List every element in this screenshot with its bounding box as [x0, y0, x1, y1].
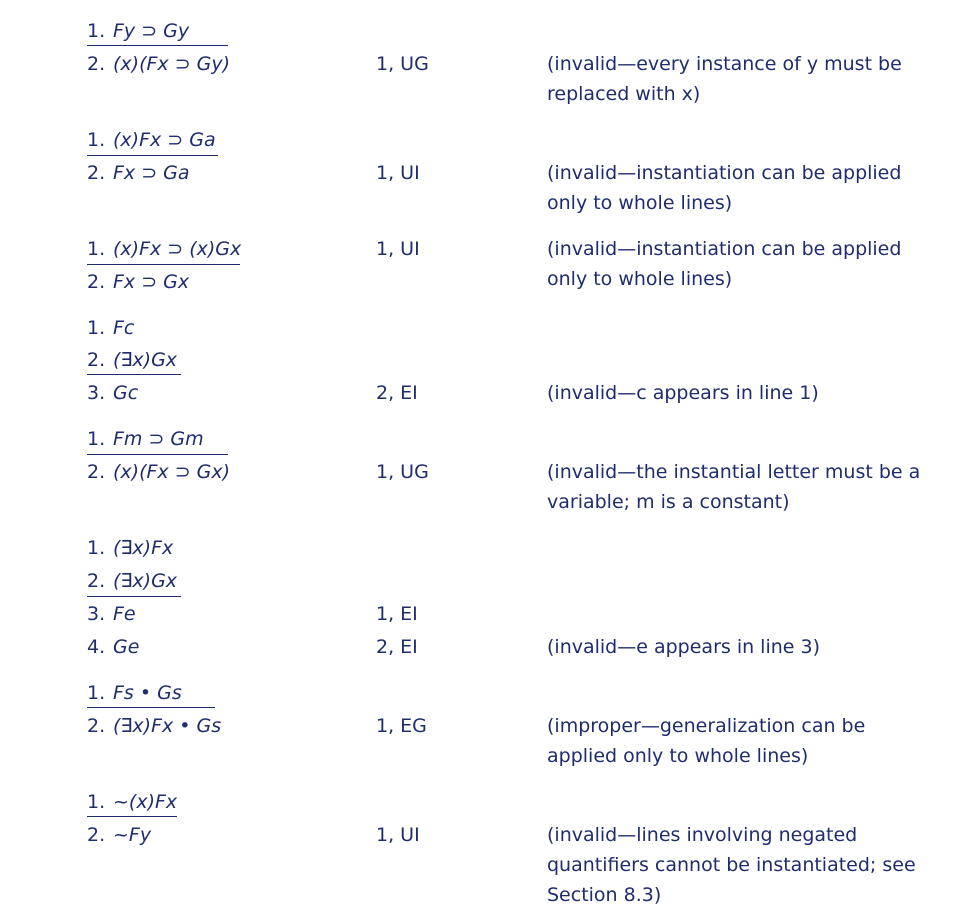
formula: Fy ⊃ Gy [113, 20, 190, 42]
comment-line: Section 8.3) [547, 884, 662, 906]
line-number: 2. [87, 824, 106, 846]
formula: (x)Fx ⊃ Ga [113, 129, 216, 151]
formula: (∃x)Gx [113, 570, 178, 592]
comment-line: (invalid—lines involving negated [547, 824, 858, 846]
justification: 1, EI [376, 603, 418, 625]
line-number: 1. [87, 129, 106, 151]
comment [547, 632, 957, 662]
comment-line: quantifiers cannot be instantiated; see [547, 854, 916, 876]
formula: Fs • Gs [113, 682, 182, 704]
justification: 2, EI [376, 636, 418, 658]
premise-rule [87, 155, 218, 156]
comment-line: (invalid—instantiation can be applied [547, 162, 902, 184]
line-number: 2. [87, 53, 106, 75]
justification: 2, EI [376, 382, 418, 404]
justification: 1, UG [376, 53, 429, 75]
comment-line: (invalid—instantiation can be applied [547, 238, 902, 260]
line-number: 1. [87, 317, 106, 339]
formula: Gc [113, 382, 139, 404]
formula: Fx ⊃ Ga [113, 162, 190, 184]
formula: Fc [113, 317, 135, 339]
comment-line: only to whole lines) [547, 268, 733, 290]
formula: (x)Fx ⊃ (x)Gx [113, 238, 242, 260]
proof-line [87, 345, 177, 375]
premise-rule [87, 454, 228, 455]
line-number: 1. [87, 537, 106, 559]
comment-line: variable; m is a constant) [547, 491, 790, 513]
comment-line: (invalid—the instantial letter must be a [547, 461, 921, 483]
formula: ~Fy [113, 824, 152, 846]
line-number: 2. [87, 162, 106, 184]
premise-rule [87, 816, 177, 817]
line-number: 1. [87, 238, 106, 260]
formula: (∃x)Fx • Gs [113, 715, 222, 737]
line-number: 2. [87, 461, 106, 483]
line-number: 1. [87, 791, 106, 813]
formula: (x)(Fx ⊃ Gx) [113, 461, 231, 483]
comment-line: (invalid—e appears in line 3) [547, 636, 821, 658]
proof-line [87, 49, 230, 79]
line-number: 2. [87, 715, 106, 737]
proof-line [87, 533, 173, 563]
proof-line [87, 566, 177, 596]
formula: (x)(Fx ⊃ Gy) [113, 53, 231, 75]
comment [547, 820, 957, 910]
proof-line [87, 424, 204, 454]
proof-line [87, 457, 230, 487]
comment-line: (invalid—c appears in line 1) [547, 382, 819, 404]
justification: 1, UI [376, 238, 420, 260]
line-number: 2. [87, 271, 106, 293]
line-number: 2. [87, 349, 106, 371]
comment [547, 234, 957, 294]
comment [547, 378, 957, 408]
formula: Ge [113, 636, 140, 658]
formula: ~(x)Fx [113, 791, 178, 813]
premise-rule [87, 264, 240, 265]
premise-rule [87, 596, 181, 597]
comment [547, 711, 957, 771]
proof-line [87, 267, 189, 297]
comment [547, 158, 957, 218]
comment-line: (improper—generalization can be [547, 715, 866, 737]
line-number: 1. [87, 682, 106, 704]
premise-rule [87, 45, 228, 46]
formula: (∃x)Gx [113, 349, 178, 371]
proof-line [87, 158, 190, 188]
proof-line [87, 787, 177, 817]
comment-line: (invalid—every instance of y must be [547, 53, 902, 75]
line-number: 3. [87, 382, 106, 404]
proof-line [87, 632, 139, 662]
line-number: 1. [87, 20, 106, 42]
line-number: 1. [87, 428, 106, 450]
line-number: 4. [87, 636, 106, 658]
comment-line: only to whole lines) [547, 192, 733, 214]
proof-line [87, 820, 151, 850]
formula: (∃x)Fx [113, 537, 174, 559]
proof-line [87, 599, 136, 629]
justification: 1, EG [376, 715, 427, 737]
premise-rule [87, 374, 181, 375]
line-number: 2. [87, 570, 106, 592]
formula: Fm ⊃ Gm [113, 428, 204, 450]
justification: 1, UG [376, 461, 429, 483]
proof-line [87, 378, 138, 408]
justification: 1, UI [376, 162, 420, 184]
comment [547, 49, 957, 109]
proof-line [87, 711, 221, 741]
formula: Fe [113, 603, 136, 625]
premise-rule [87, 707, 215, 708]
proof-line [87, 16, 189, 46]
proof-line [87, 313, 134, 343]
formula: Fx ⊃ Gx [113, 271, 190, 293]
proof-line [87, 234, 241, 264]
comment-line: applied only to whole lines) [547, 745, 809, 767]
line-number: 3. [87, 603, 106, 625]
proof-line [87, 678, 182, 708]
comment [547, 457, 957, 517]
proof-line [87, 125, 216, 155]
comment-line: replaced with x) [547, 83, 701, 105]
justification: 1, UI [376, 824, 420, 846]
